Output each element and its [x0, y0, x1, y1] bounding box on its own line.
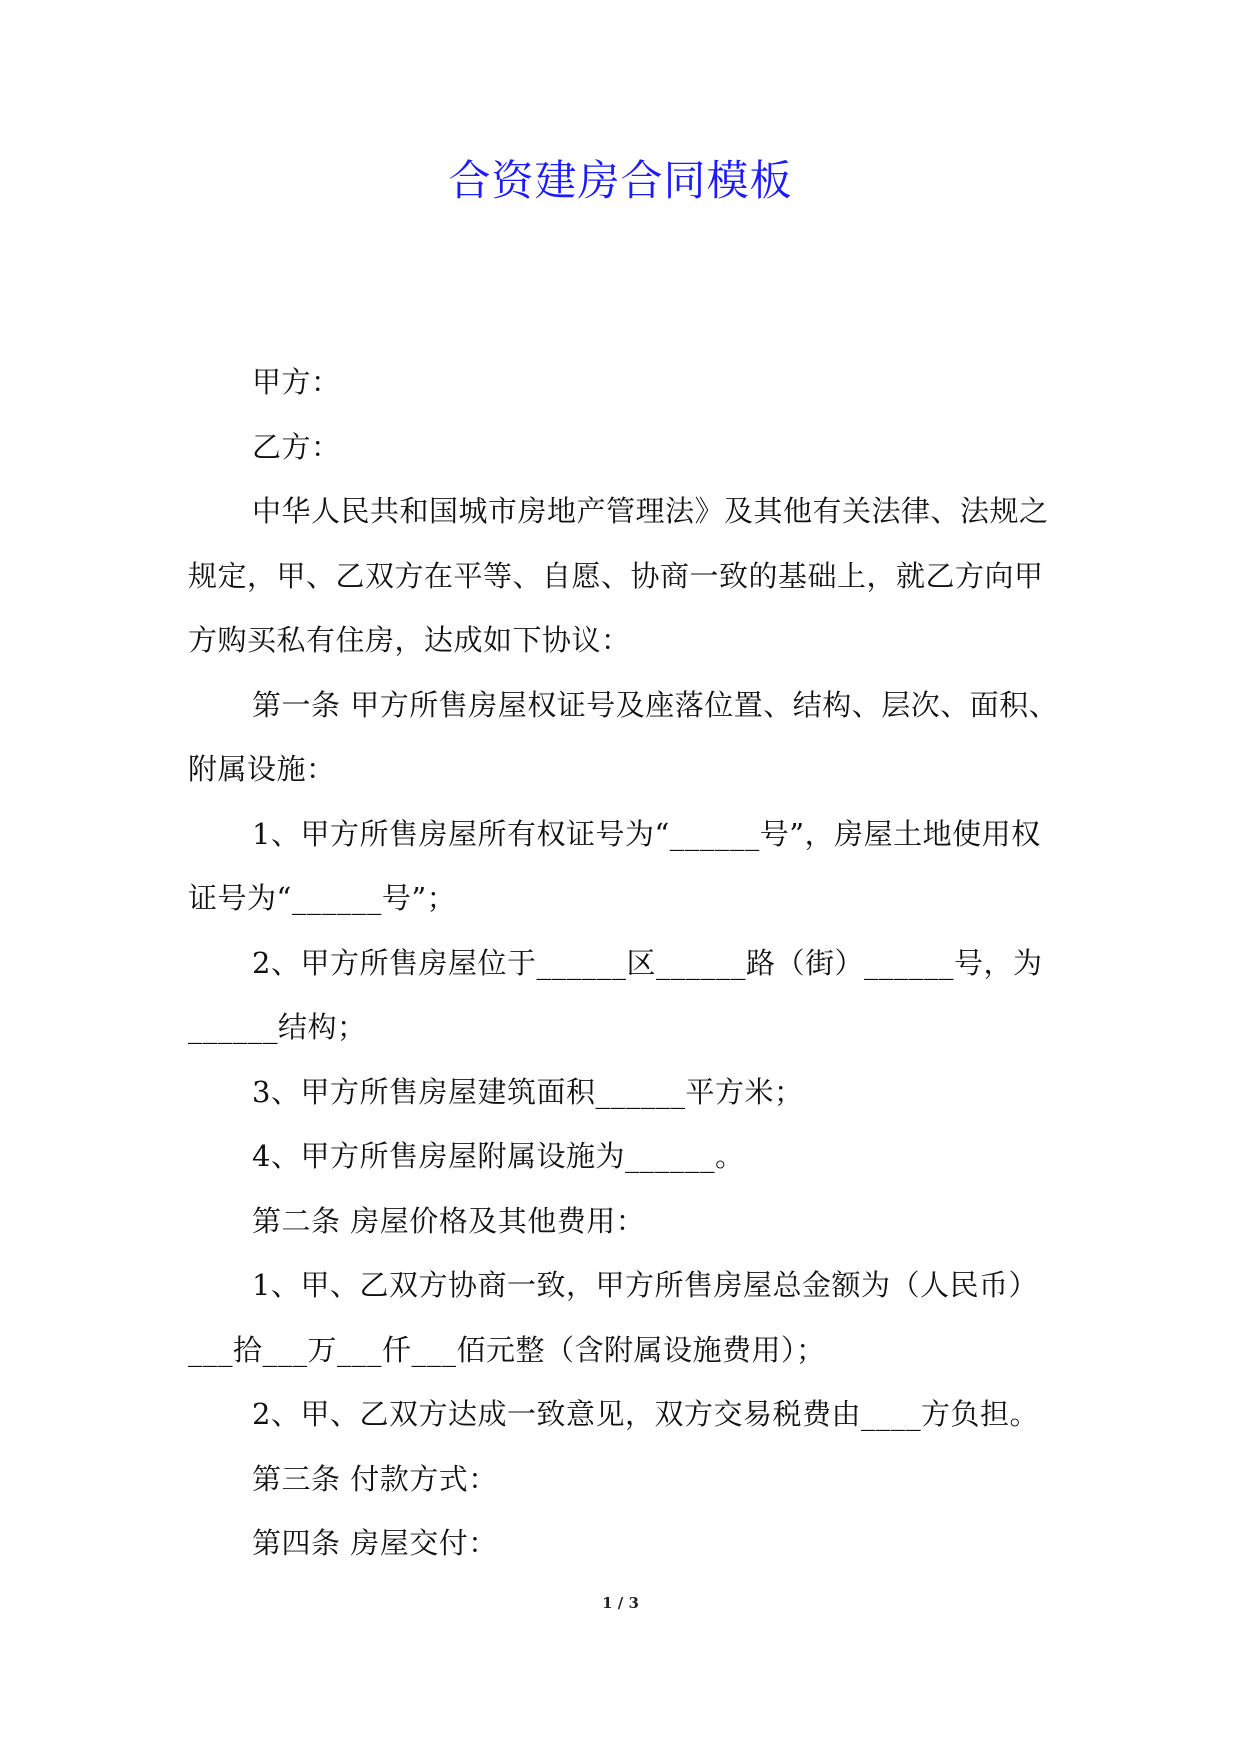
document-body [188, 350, 1068, 1576]
article-2-heading: 第二条 房屋价格及其他费用： [252, 1203, 646, 1238]
article-4-heading: 第四条 房屋交付： [252, 1526, 498, 1560]
article-1-heading: 第一条 甲方所售房屋权证号及座落位置、结构、层次、面积、附属设施： [188, 687, 1059, 786]
party-a-line: 甲方： [252, 365, 341, 399]
article-1-clause-4: 4、甲方所售房屋附属设施为______。 [252, 1139, 745, 1173]
document-title: 合资建房合同模板 [448, 156, 793, 205]
article-3-heading: 第三条 付款方式： [252, 1461, 498, 1496]
preamble-paragraph: 中华人民共和国城市房地产管理法》及其他有关法律、法规之规定，甲、乙双方在平等、自愿、协商一致的基础上，就乙方向甲方购买私有住房，达成如下协议： [188, 494, 1049, 657]
article-2-clause-2: 2、甲、乙双方达成一致意见，双方交易税费由____方负担。 [252, 1397, 1039, 1431]
article-1-clause-3: 3、甲方所售房屋建筑面积______平方米； [252, 1074, 804, 1109]
article-1-clause-2: 2、甲方所售房屋位于______区______路（街）______号，为______结构； [188, 945, 1043, 1044]
page-number: 1 / 3 [602, 1594, 639, 1612]
article-1-clause-1: 1、甲方所售房屋所有权证号为“______号”，房屋土地使用权证号为“______号”； [188, 816, 1041, 915]
article-2-clause-1: 1、甲、乙双方协商一致，甲方所售房屋总金额为（人民币）___拾___万___仟___佰元整（含附属设施费用）； [188, 1268, 1038, 1367]
party-b-line: 乙方： [252, 429, 341, 464]
